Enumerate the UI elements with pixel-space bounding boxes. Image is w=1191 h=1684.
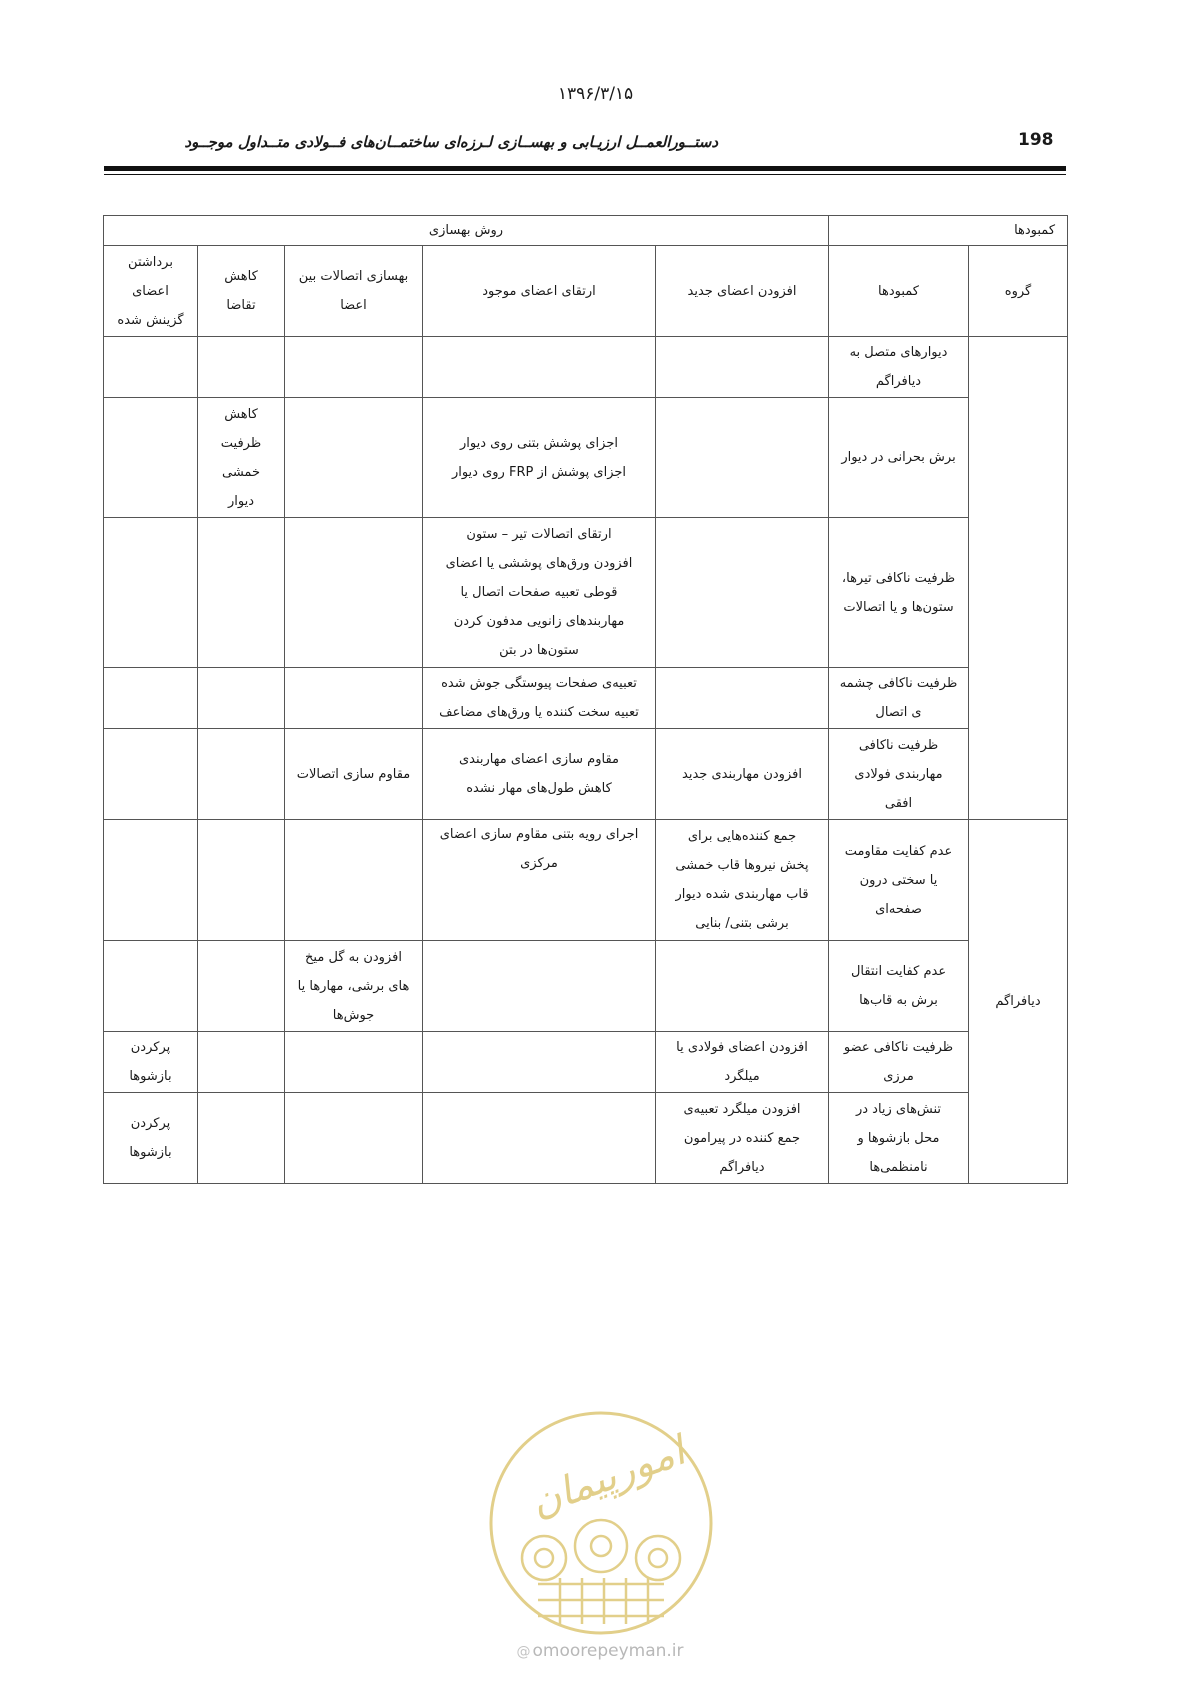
demand-reduction-cell: [198, 668, 285, 729]
demand-reduction-cell: [198, 1093, 285, 1184]
demand-reduction-cell: [198, 941, 285, 1032]
table-row: [104, 337, 1068, 398]
connection-retrofit-cell: مقاوم سازی اتصالات: [285, 729, 423, 820]
selective-removal-cell: [104, 820, 198, 941]
demand-reduction-cell: [198, 1032, 285, 1093]
header-row-top: [104, 216, 1068, 246]
deficiency-cell: ظرفیت ناکافی عضو مرزی: [829, 1032, 969, 1093]
header-row-columns: [104, 246, 1068, 337]
at-icon: @: [516, 1644, 531, 1660]
deficiency-cell: دیوارهای متصل به دیافراگم: [829, 337, 969, 398]
col-header-demand-reduction: کاهش تقاضا: [198, 246, 285, 337]
group-cell: [969, 337, 1068, 820]
enhance-existing-cell: مقاوم سازی اعضای مهاربندی کاهش طول‌های مهار نشده: [423, 729, 656, 820]
col-header-connection-retrofit: بهسازی اتصالات بین اعضا: [285, 246, 423, 337]
selective-removal-cell: [104, 337, 198, 398]
enhance-existing-cell: [423, 941, 656, 1032]
retrofit-table: [103, 215, 1068, 1184]
deficiency-cell: عدم کفایت مقاومت یا سختی درون صفحه‌ای: [829, 820, 969, 941]
enhance-existing-cell: ارتقای اتصالات تیر – ستون افزودن ورق‌های پوششی یا اعضای قوطی تعبیه صفحات اتصال یا مهاربندهای زانویی مدفون کردن ستون‌ها در بتن: [423, 518, 656, 668]
col-header-add-new: افزودن اعضای جدید: [656, 246, 829, 337]
connection-retrofit-cell: [285, 668, 423, 729]
header-date: ۱۳۹۶/۳/۱۵: [557, 84, 634, 104]
add-new-cell: [656, 398, 829, 518]
enhance-existing-cell: [423, 1093, 656, 1184]
deficiency-cell: برش بحرانی در دیوار: [829, 398, 969, 518]
add-new-cell: افزودن میلگرد تعبیه‌ی جمع کننده در پیرامون دیافراگم: [656, 1093, 829, 1184]
deficiency-cell: ظرفیت ناکافی تیرها، ستون‌ها و یا اتصالات: [829, 518, 969, 668]
enhance-existing-cell: اجرای رویه بتنی مقاوم سازی اعضای مرکزی: [423, 820, 656, 941]
selective-removal-cell: [104, 518, 198, 668]
col-header-deficiency: کمبودها: [829, 246, 969, 337]
demand-reduction-cell: کاهش ظرفیت خمشی دیوار: [198, 398, 285, 518]
col-header-enhance-existing: ارتقای اعضای موجود: [423, 246, 656, 337]
connection-retrofit-cell: [285, 398, 423, 518]
connection-retrofit-cell: [285, 1093, 423, 1184]
connection-retrofit-cell: [285, 337, 423, 398]
enhance-existing-cell: [423, 337, 656, 398]
add-new-cell: [656, 941, 829, 1032]
watermark-stamp: [486, 1408, 716, 1638]
selective-removal-cell: پرکردن بازشوها: [104, 1032, 198, 1093]
header-rule-thick: [104, 166, 1066, 171]
page-number: 198: [1018, 130, 1054, 150]
selective-removal-cell: [104, 941, 198, 1032]
book-title: دستــورالعمــل ارزیـابی و بهســازی لـرزه‌ای ساختمــان‌های فــولادی متــداول موجــود: [184, 133, 718, 151]
selective-removal-cell: پرکردن بازشوها: [104, 1093, 198, 1184]
enhance-existing-cell: [423, 1032, 656, 1093]
col-header-group: گروه: [969, 246, 1068, 337]
deficiency-cell: ظرفیت ناکافی چشمه ی اتصال: [829, 668, 969, 729]
table-row: [104, 518, 1068, 668]
add-new-cell: [656, 337, 829, 398]
deficiency-cell: تنش‌های زیاد در محل بازشوها و نامنظمی‌ها: [829, 1093, 969, 1184]
add-new-cell: [656, 668, 829, 729]
add-new-cell: جمع کننده‌هایی برای پخش نیروها قاب خمشی قاب مهاربندی شده دیوار برشی بتنی/ بنایی: [656, 820, 829, 941]
connection-retrofit-cell: [285, 820, 423, 941]
demand-reduction-cell: [198, 518, 285, 668]
table-row: [104, 668, 1068, 729]
col-header-selective-removal: برداشتن اعضای گزینش شده: [104, 246, 198, 337]
watermark-url: [480, 1641, 720, 1661]
selective-removal-cell: [104, 668, 198, 729]
watermark-stamp-text: امورپیمان: [524, 1428, 691, 1527]
header-rule-thin: [104, 174, 1066, 175]
group-header-cell: کمبودها: [829, 216, 1068, 246]
methods-header-cell: روش بهسازی: [104, 216, 829, 246]
enhance-existing-cell: اجزای پوشش بتنی روی دیوار اجزای پوشش از FRP روی دیوار: [423, 398, 656, 518]
demand-reduction-cell: [198, 820, 285, 941]
group-cell: دیافراگم: [969, 820, 1068, 1184]
add-new-cell: افزودن مهاربندی جدید: [656, 729, 829, 820]
demand-reduction-cell: [198, 729, 285, 820]
table-row: [104, 398, 1068, 518]
selective-removal-cell: [104, 729, 198, 820]
table-row: [104, 941, 1068, 1032]
demand-reduction-cell: [198, 337, 285, 398]
selective-removal-cell: [104, 398, 198, 518]
deficiency-cell: عدم کفایت انتقال برش به قاب‌ها: [829, 941, 969, 1032]
table-row: [104, 1032, 1068, 1093]
table-row: [104, 1093, 1068, 1184]
watermark-url-text: omoorepeyman.ir: [532, 1641, 684, 1661]
add-new-cell: [656, 518, 829, 668]
add-new-cell: افزودن اعضای فولادی یا میلگرد: [656, 1032, 829, 1093]
connection-retrofit-cell: افزودن به گل میخ های برشی، مهارها یا جوش‌ها: [285, 941, 423, 1032]
table-row: [104, 729, 1068, 820]
deficiency-cell: ظرفیت ناکافی مهاربندی فولادی افقی: [829, 729, 969, 820]
connection-retrofit-cell: [285, 518, 423, 668]
enhance-existing-cell: تعبیه‌ی صفحات پیوستگی جوش شده تعبیه سخت کننده یا ورق‌های مضاعف: [423, 668, 656, 729]
connection-retrofit-cell: [285, 1032, 423, 1093]
table-row: [104, 820, 1068, 941]
